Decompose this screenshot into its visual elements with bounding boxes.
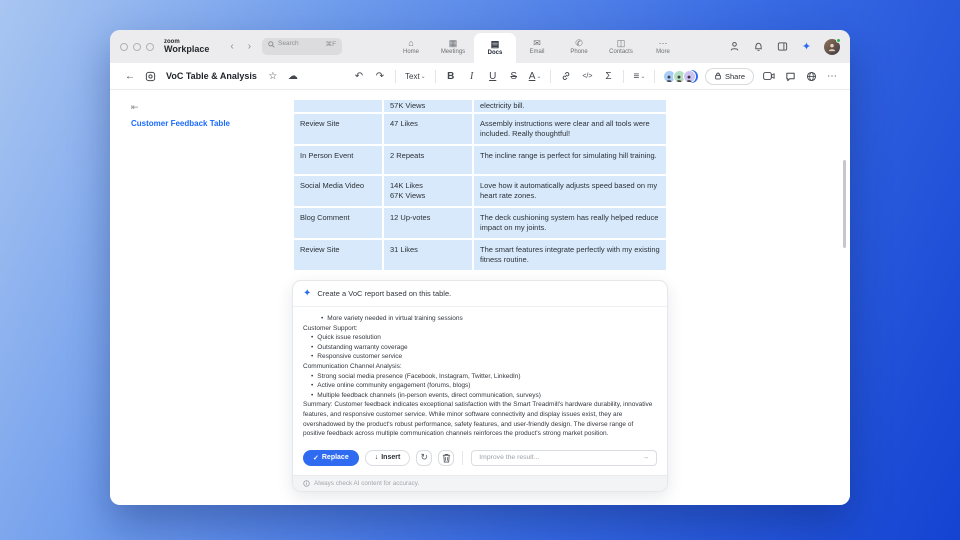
meetings-icon: ▦ bbox=[448, 37, 458, 48]
down-arrow-icon: ↓ bbox=[374, 454, 379, 462]
code-block-button[interactable]: </> bbox=[582, 72, 593, 80]
collaborator-avatars[interactable] bbox=[666, 70, 696, 83]
cell-feedback[interactable]: Love how it automatically adjusts speed based on my heart rate zones. bbox=[474, 176, 666, 206]
phone-icon: ✆ bbox=[575, 37, 583, 48]
check-icon: ✓ bbox=[313, 454, 319, 462]
tab-phone[interactable] bbox=[558, 30, 600, 63]
cloud-sync-icon: ☁ bbox=[287, 70, 298, 82]
doc-body bbox=[110, 90, 850, 504]
notifications-bell-icon[interactable] bbox=[752, 40, 765, 53]
tab-email[interactable] bbox=[516, 30, 558, 63]
doc-toolbar bbox=[110, 63, 850, 90]
cell-metric[interactable]: 12 Up-votes bbox=[384, 208, 472, 238]
favorite-star-icon[interactable]: ☆ bbox=[268, 70, 278, 82]
email-icon: ✉ bbox=[533, 37, 541, 48]
ai-panel-header bbox=[293, 281, 667, 307]
ai-bullet-item: • Strong social media presence (Facebook, Instagram, Twitter, LinkedIn) bbox=[311, 372, 521, 380]
ai-disclaimer bbox=[293, 475, 667, 491]
doc-title: VoC Table & Analysis bbox=[166, 71, 257, 81]
collaborator-avatar[interactable] bbox=[683, 70, 696, 83]
globe-icon[interactable] bbox=[805, 68, 817, 84]
tab-label: More bbox=[656, 48, 670, 55]
ai-bullet-item: • Active online community engagement (forums, blogs) bbox=[311, 382, 471, 390]
titlebar-right-icons bbox=[728, 39, 840, 55]
improve-result-input[interactable] bbox=[471, 450, 657, 466]
strikethrough-button[interactable]: S bbox=[510, 70, 518, 82]
tab-meetings[interactable] bbox=[432, 30, 474, 63]
tab-docs[interactable] bbox=[474, 33, 516, 63]
table-row bbox=[294, 100, 666, 112]
cell-source[interactable]: Social Media Video bbox=[294, 176, 382, 206]
nav-tabs bbox=[390, 30, 684, 63]
replace-button[interactable] bbox=[303, 450, 359, 466]
italic-button[interactable]: I bbox=[470, 70, 474, 82]
ai-text-line: Summary: Customer feedback indicates exceptional satisfaction with the Smart Treadmill's hardware durability, innovative features, and responsive customer service. While minor software connectivity and display issues exist, they are overshadowed by the product's robust performance, safety features, and user-friendly design. The diverse range of positive feedback across multiple communication channels reinforces the product's strong market position. bbox=[303, 401, 653, 438]
search-placeholder: Search bbox=[278, 40, 299, 47]
ai-companion-panel bbox=[292, 280, 668, 492]
back-icon[interactable]: ← bbox=[125, 70, 135, 82]
search-icon bbox=[268, 41, 275, 48]
table-row bbox=[294, 240, 666, 270]
window-controls bbox=[120, 43, 154, 51]
online-status-dot bbox=[836, 38, 841, 43]
cell-feedback[interactable]: The smart features integrate perfectly with my existing fitness routine. bbox=[474, 240, 666, 270]
cell-metric[interactable]: 57K Views bbox=[384, 100, 472, 112]
customer-feedback-table bbox=[292, 98, 668, 272]
user-avatar[interactable] bbox=[824, 39, 840, 55]
tab-more[interactable] bbox=[642, 30, 684, 63]
collapse-sidebar-icon[interactable]: ⇤ bbox=[131, 102, 139, 112]
divider bbox=[395, 70, 396, 83]
cell-feedback[interactable]: The deck cushioning system has really helped reduce impact on my joints. bbox=[474, 208, 666, 238]
tab-label: Home bbox=[402, 48, 419, 55]
delete-button[interactable] bbox=[438, 450, 454, 466]
formula-button[interactable]: Σ bbox=[605, 70, 612, 82]
tab-label: Docs bbox=[487, 50, 503, 56]
logo-zoom-text: zoom bbox=[164, 39, 180, 45]
table-row bbox=[294, 176, 666, 206]
replace-label: Replace bbox=[321, 454, 349, 462]
tab-home[interactable] bbox=[390, 30, 432, 63]
link-icon[interactable] bbox=[560, 68, 572, 84]
divider bbox=[623, 70, 624, 83]
doc-badge-icon bbox=[144, 68, 156, 84]
cell-metric[interactable]: 14K Likes 67K Views bbox=[384, 176, 472, 206]
doc-content bbox=[292, 90, 668, 492]
more-options-icon[interactable]: ⋯ bbox=[827, 70, 837, 82]
insert-label: Insert bbox=[381, 454, 401, 462]
cell-metric[interactable]: 2 Repeats bbox=[384, 146, 472, 174]
ai-sparkle-icon: ✦ bbox=[303, 288, 312, 299]
list-dropdown[interactable]: ≡ ⌄ bbox=[633, 70, 646, 82]
cell-metric[interactable]: 47 Likes bbox=[384, 114, 472, 144]
ai-prompt-text: Create a VoC report based on this table. bbox=[317, 289, 452, 298]
search-input[interactable] bbox=[262, 38, 342, 55]
zoom-workplace-window bbox=[110, 30, 850, 505]
divider bbox=[462, 451, 463, 465]
close-window-button[interactable] bbox=[120, 43, 128, 51]
redo-icon[interactable]: ↷ bbox=[375, 70, 385, 82]
nav-forward-button[interactable]: › bbox=[247, 41, 252, 52]
home-icon: ⌂ bbox=[408, 37, 414, 48]
bold-button[interactable]: B bbox=[447, 70, 455, 82]
ai-content bbox=[293, 307, 667, 443]
docs-icon: ▤ bbox=[490, 39, 500, 49]
minimize-window-button[interactable] bbox=[133, 43, 141, 51]
share-button[interactable] bbox=[705, 68, 754, 85]
tab-label: Phone bbox=[570, 48, 588, 55]
ai-bullet-item: • Quick issue resolution bbox=[311, 334, 381, 342]
cell-source[interactable]: Review Site bbox=[294, 114, 382, 144]
table-row bbox=[294, 208, 666, 238]
titlebar bbox=[110, 30, 850, 63]
text-color-dropdown[interactable]: A ⌄ bbox=[528, 70, 542, 82]
cell-source[interactable]: Review Site bbox=[294, 240, 382, 270]
tab-label: Contacts bbox=[609, 48, 633, 55]
outline-sidebar bbox=[110, 90, 290, 128]
tab-label: Email bbox=[529, 48, 545, 55]
cell-feedback[interactable]: electricity bill. bbox=[474, 100, 666, 112]
disclaimer-text: Always check AI content for accuracy. bbox=[314, 479, 420, 487]
tab-label: Meetings bbox=[440, 48, 466, 55]
text-style-dropdown[interactable]: Text ⌄ bbox=[405, 71, 426, 81]
ai-bullet-item: • More variety needed in virtual training sessions bbox=[321, 315, 463, 322]
table-row bbox=[294, 114, 666, 144]
lock-icon bbox=[714, 72, 722, 80]
cell-feedback[interactable]: Assembly instructions were clear and all tools were included. Really thoughtful! bbox=[474, 114, 666, 144]
ai-text-line: Customer Support: bbox=[303, 324, 358, 332]
tab-contacts[interactable] bbox=[600, 30, 642, 63]
improve-placeholder: Improve the result... bbox=[479, 454, 540, 462]
vertical-scrollbar[interactable] bbox=[843, 160, 846, 248]
cell-source[interactable]: In Person Event bbox=[294, 146, 382, 174]
divider bbox=[550, 70, 551, 83]
ai-bullet-item: • Outstanding warranty coverage bbox=[311, 343, 408, 351]
outline-item-customer-feedback-table[interactable]: Customer Feedback Table bbox=[131, 119, 230, 128]
ai-bullet-item: • Responsive customer service bbox=[311, 353, 403, 361]
zoom-workplace-logo bbox=[164, 39, 209, 54]
cell-metric[interactable]: 31 Likes bbox=[384, 240, 472, 270]
chat-bubble-icon[interactable] bbox=[784, 68, 796, 84]
profile-icon[interactable] bbox=[728, 40, 741, 53]
side-panel-toggle-icon[interactable] bbox=[776, 40, 789, 53]
share-label: Share bbox=[724, 71, 745, 81]
insert-button[interactable] bbox=[365, 450, 411, 466]
ai-companion-icon[interactable]: ✦ bbox=[801, 41, 812, 53]
contacts-icon: ◫ bbox=[616, 37, 626, 48]
undo-icon[interactable]: ↶ bbox=[354, 70, 364, 82]
ai-bullet-item: • Multiple feedback channels (in-person events, direct communication, surveys) bbox=[311, 391, 541, 399]
cell-source[interactable]: Blog Comment bbox=[294, 208, 382, 238]
nav-back-button[interactable]: ‹ bbox=[230, 41, 234, 52]
cell-feedback[interactable]: The incline range is perfect for simulating hill training. bbox=[474, 146, 666, 174]
divider bbox=[435, 70, 436, 83]
more-icon: ⋯ bbox=[658, 37, 668, 48]
info-icon bbox=[303, 480, 310, 487]
ai-text-line: Communication Channel Analysis: bbox=[303, 362, 402, 370]
ai-actions-row bbox=[293, 443, 667, 475]
regenerate-button[interactable]: ↻ bbox=[416, 450, 432, 466]
cell-source[interactable] bbox=[294, 100, 382, 112]
underline-button[interactable]: U bbox=[489, 70, 497, 82]
maximize-window-button[interactable] bbox=[146, 43, 154, 51]
send-arrow-icon[interactable]: → bbox=[642, 454, 649, 462]
search-shortcut: ⌘F bbox=[325, 41, 337, 48]
feedback-table-body bbox=[294, 100, 666, 270]
divider bbox=[654, 70, 655, 83]
logo-workplace-text: Workplace bbox=[164, 44, 210, 54]
doc-toolbar-right bbox=[666, 68, 838, 85]
table-row bbox=[294, 146, 666, 174]
video-camera-icon[interactable] bbox=[763, 68, 775, 84]
